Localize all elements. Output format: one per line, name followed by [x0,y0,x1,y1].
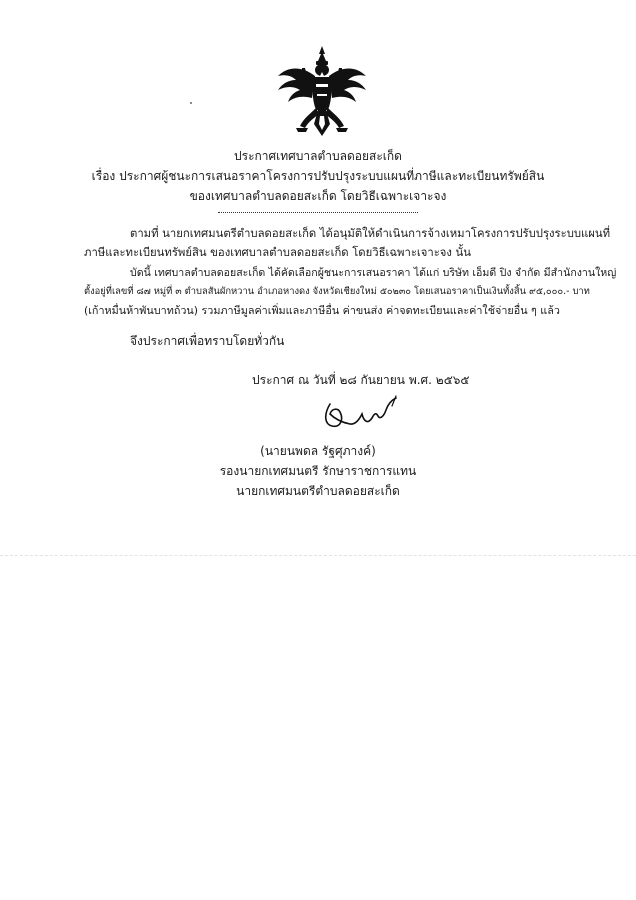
announcement-date: ประกาศ ณ วันที่ ๒๘ กันยายน พ.ศ. ๒๕๖๕ [252,373,470,387]
signatory-name: (นายนพดล รัฐศุภางค์) [260,444,376,458]
paragraph-1-line-2: ภาษีและทะเบียนทรัพย์สิน ของเทศบาลตำบลดอยสะเก็ด โดยวิธีเฉพาะเจาะจง นั้น [84,246,471,259]
subject-line-1: เรื่อง ประกาศผู้ชนะการเสนอราคาโครงการปรับปรุงระบบแผนที่ภาษีและทะเบียนทรัพย์สิน [91,169,545,183]
scan-fold-line [0,555,636,556]
dotted-separator [218,212,418,213]
closing-line: จึงประกาศเพื่อทราบโดยทั่วกัน [130,334,285,348]
paragraph-2-line-1: บัดนี้ เทศบาลตำบลดอยสะเก็ด ได้คัดเลือกผู้ชนะการเสนอราคา ได้แก่ บริษัท เอ็มดี ปิง จำกัด มีสำนักงานใหญ่ [130,267,617,279]
paragraph-2-line-3: (เก้าหมื่นห้าพันบาทถ้วน) รวมภาษีมูลค่าเพิ่มและภาษีอื่น ค่าขนส่ง ค่าจดทะเบียนและค่าใช้จ่ายอื่น ๆ แล้ว [84,304,560,317]
signature [310,392,400,434]
scan-speck [190,102,192,104]
paragraph-1-line-1: ตามที่ นายกเทศมนตรีตำบลดอยสะเก็ด ได้อนุมัติให้ดำเนินการจ้างเหมาโครงการปรับปรุงระบบแผนที่ [130,227,611,240]
paragraph-2-line-2: ตั้งอยู่ที่เลขที่ ๘๗ หมู่ที่ ๓ ตำบลสันผักหวาน อำเภอหางดง จังหวัดเชียงใหม่ ๕๐๒๓๐ โดยเสนอราคาเป็นเงินทั้งสิ้น ๙๕,๐๐๐.- บาท [84,286,590,297]
office-title: ประกาศเทศบาลตำบลดอยสะเก็ด [234,149,402,163]
signatory-position-2: นายกเทศมนตรีตำบลดอยสะเก็ด [236,484,400,498]
garuda-emblem-icon [272,44,372,144]
signatory-position-1: รองนายกเทศมนตรี รักษาราชการแทน [219,464,417,478]
subject-line-2: ของเทศบาลตำบลดอยสะเก็ด โดยวิธีเฉพาะเจาะจง [189,189,447,203]
